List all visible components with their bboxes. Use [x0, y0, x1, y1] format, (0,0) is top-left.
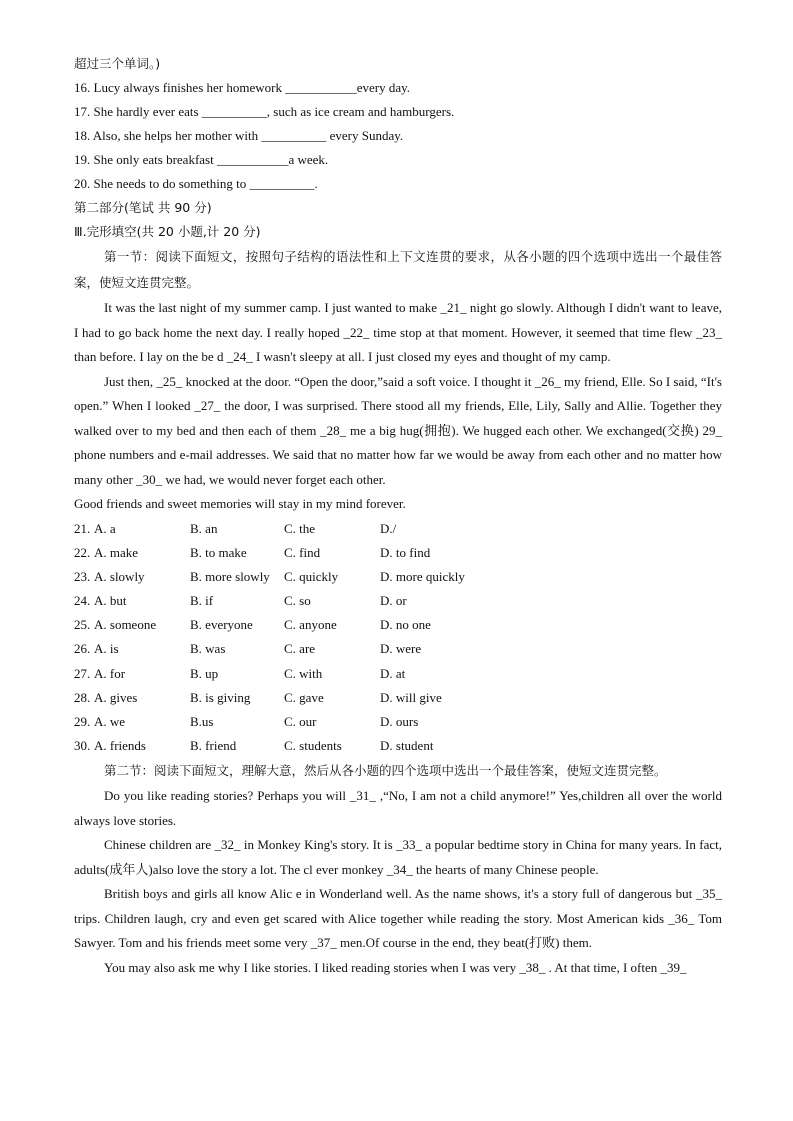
option-a: A. gives: [94, 689, 138, 705]
question-19: 19. She only eats breakfast ___________a week.: [74, 152, 329, 167]
question-17: 17. She hardly ever eats __________, such as ice cream and hamburgers.: [74, 104, 455, 119]
options-list-21-30: [74, 517, 722, 759]
option-b: B. was: [190, 641, 226, 657]
option-c: C. the: [284, 520, 316, 536]
option-b: B. if: [190, 593, 214, 609]
option-a: A. is: [94, 641, 119, 657]
option-d: D. or: [380, 593, 407, 609]
question-20: 20. She needs to do something to __________.: [74, 176, 318, 191]
option-row: [74, 637, 722, 661]
option-row: [74, 517, 722, 541]
section-two-instruction: 第二节：阅读下面短文，理解大意，然后从各小题的四个选项中选出一个最佳答案，使短文连贯完整。: [104, 763, 667, 779]
option-a: A. for: [94, 665, 126, 681]
option-a: A. make: [94, 544, 139, 560]
option-b: B. to make: [190, 544, 247, 560]
passage2-paragraph3: British boys and girls all know Alic e in Wonderland well. As the name shows, it's a story full of dangerous but _35_ trips. Children laugh, cry and even get scared with Alice together while reading the story. Most American kids _36_ Tom Sawyer. Tom and his friends meet some very _37_ men.Of course in the end, they beat(打败) them.: [74, 886, 722, 951]
section-three-heading: Ⅲ.完形填空(共 20 小题,计 20 分): [74, 224, 261, 239]
passage1-paragraph3: Good friends and sweet memories will stay in my mind forever.: [74, 496, 406, 511]
option-number: 29.: [74, 714, 91, 729]
option-row: [74, 565, 722, 589]
option-c: C. quickly: [284, 568, 339, 584]
option-a: A. someone: [94, 617, 157, 633]
option-d: D. student: [380, 738, 434, 754]
passage1-paragraph2: Just then, _25_ knocked at the door. “Open the door,”said a soft voice. I thought it _26_ my friend, Elle. So I said, “It's open.” When I looked _27_ the door, I was surprised. There stood all my friends, Elle, Lily, Sally and Allie. Together they walked over to my bed and then each of them _28_ me a big hug(拥抱). We hugged each other. We exchanged(交换) 29_ phone numbers and e-mail addresses. We said that no matter how far we would be away from each other and no matter how many other _30_ we had, we would never forget each other.: [74, 373, 722, 487]
passage1-paragraph1: It was the last night of my summer camp. I just wanted to make _21_ night go slowly. Although I didn't want to leave, I had to go back home the next day. I really hoped _22_ time stop at that moment. However, it seemed that time flew _23_ than before. I lay on the be d _24_ I wasn't sleepy at all. I just closed my eyes and thought of my camp.: [74, 300, 722, 364]
option-number: 24.: [74, 593, 91, 609]
option-b: B. an: [190, 520, 218, 536]
option-d: D./: [380, 520, 397, 536]
option-number: 21.: [74, 520, 91, 536]
option-d: D. will give: [380, 689, 442, 705]
question-18: 18. Also, she helps her mother with __________ every Sunday.: [74, 128, 404, 143]
option-d: D. were: [380, 641, 422, 657]
option-number: 28.: [74, 689, 91, 705]
option-c: C. are: [284, 641, 316, 657]
option-row: [74, 686, 722, 710]
section-one-instruction: 第一节：阅读下面短文，按照句子结构的语法性和上下文连贯的要求，从各小题的四个选项中选出一个最佳答案，使短文连贯完整。: [74, 249, 722, 290]
question-16: 16. Lucy always finishes her homework ___________every day.: [74, 80, 410, 95]
passage2-paragraph1: Do you like reading stories? Perhaps you will _31_ ,“No, I am not a child anymore!” Yes,children all over the world always love stories.: [74, 788, 722, 828]
option-number: 26.: [74, 641, 91, 657]
option-a: A. but: [94, 593, 127, 609]
option-c: C. anyone: [284, 617, 337, 633]
option-d: D. to find: [380, 544, 431, 560]
exam-page: [74, 52, 722, 980]
part-two-heading: 第二部分(笔试 共 90 分): [74, 200, 212, 215]
option-b: B. is giving: [190, 689, 251, 705]
option-d: D. ours: [380, 714, 419, 729]
option-row: [74, 613, 722, 637]
option-a: A. a: [94, 520, 116, 536]
option-number: 27.: [74, 665, 91, 681]
option-c: C. with: [284, 665, 323, 681]
option-c: C. students: [284, 738, 342, 754]
option-d: D. more quickly: [380, 568, 465, 584]
option-b: B. up: [190, 665, 219, 681]
option-b: B. more slowly: [190, 568, 270, 584]
option-row: [74, 662, 722, 686]
option-number: 23.: [74, 568, 91, 584]
instruction-tail: 超过三个单词。): [74, 56, 161, 71]
option-b: B. everyone: [190, 617, 253, 633]
option-row: [74, 589, 722, 613]
option-c: C. find: [284, 544, 321, 560]
option-c: C. so: [284, 593, 311, 609]
option-d: D. no one: [380, 617, 431, 633]
option-a: A. friends: [94, 738, 146, 754]
option-b: B.us: [190, 714, 214, 729]
option-a: A. we: [94, 714, 126, 729]
option-d: D. at: [380, 665, 406, 681]
option-c: C. our: [284, 714, 317, 729]
option-row: [74, 541, 722, 565]
option-c: C. gave: [284, 689, 324, 705]
passage2-paragraph4: You may also ask me why I like stories. I liked reading stories when I was very _38_ . At that time, I often _39_: [104, 959, 687, 975]
option-row: [74, 734, 722, 758]
option-row: [74, 710, 722, 734]
option-number: 30.: [74, 738, 91, 754]
option-a: A. slowly: [94, 568, 145, 584]
option-b: B. friend: [190, 738, 237, 754]
passage2-paragraph2: Chinese children are _32_ in Monkey King's story. It is _33_ a popular bedtime story in China for many years. In fact, adults(成年人)also love the story a lot. The cl ever monkey _34_ the hearts of many Chinese people.: [74, 837, 722, 877]
option-number: 22.: [74, 544, 91, 560]
option-number: 25.: [74, 617, 91, 633]
